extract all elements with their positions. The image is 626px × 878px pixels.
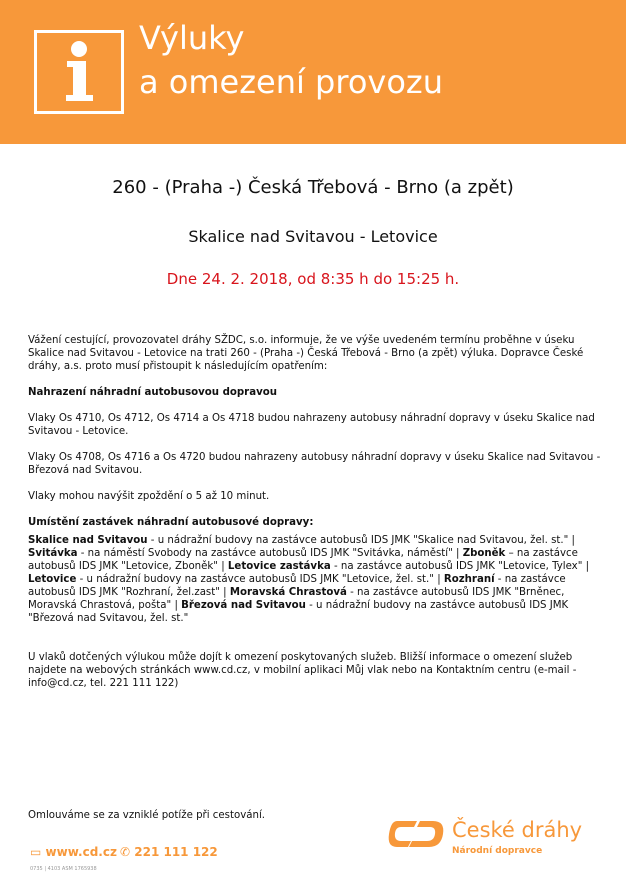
stop-desc: - u nádražní budovy na zastávce autobusů IDS JMK "Březová nad Svitavou, žel. st."	[28, 600, 569, 624]
cd-logo-icon	[387, 815, 445, 857]
stop-name: Zboněk	[462, 548, 506, 559]
footer-phone-label: 221 111 122	[134, 845, 218, 859]
stop-name: Skalice nad Svitavou	[28, 535, 148, 546]
footer-phone[interactable]	[120, 845, 218, 859]
service-notice: U vlaků dotčených výlukou může dojít k omezení poskytovaných služeb. Bližší informace o omezení služeb najdete na webových stránkách www.cd.cz, v mobilní aplikaci Můj vlak nebo na Kontaktním centru (e-mail - info@cd.cz, tel. 221 111 122)	[28, 652, 577, 689]
banner-title-line2: a omezení provozu	[139, 63, 443, 101]
banner-title-line1: Výluky	[139, 19, 245, 57]
stops-list	[28, 534, 603, 625]
section-title: Skalice nad Svitavou - Letovice	[188, 227, 438, 246]
phone-icon: ✆	[120, 845, 131, 859]
stop-name: Rozhraní	[443, 574, 495, 585]
stop-separator: |	[218, 561, 228, 572]
stop-separator: |	[433, 574, 444, 585]
stop-desc: - u nádražní budovy na zastávce autobusů IDS JMK "Skalice nad Svitavou, žel. st."	[147, 535, 569, 546]
banner-title	[139, 16, 443, 104]
stop-desc: - na zastávce autobusů IDS JMK "Rozhraní, žel.zast"	[28, 574, 566, 598]
stop-name: Svitávka	[28, 548, 78, 559]
stop-name: Moravská Chrastová	[229, 587, 347, 598]
intro-paragraph: Vážení cestující, provozovatel dráhy SŽDC, s.o. informuje, že ve výše uvedeném termínu proběhne v úseku Skalice nad Svitavou - Letovice na trati 260 - (Praha -) Česká Třebová - Brno (a zpět) výluka. Dopravce České dráhy, a.s. proto musí přistoupit k následujícím opatřením:	[28, 335, 584, 372]
notice-body	[28, 334, 603, 690]
route-title: 260 - (Praha -) Česká Třebová - Brno (a zpět)	[112, 177, 514, 198]
brand-subtitle: Národní dopravce	[452, 846, 543, 856]
replacement-paragraph-1: Vlaky Os 4710, Os 4712, Os 4714 a Os 4718 budou nahrazeny autobusy náhradní dopravy v úseku Skalice nad Svitavou - Letovice.	[28, 413, 595, 437]
header-banner	[0, 0, 626, 144]
apology-text: Omlouváme se za vzniklé potíže při cestování.	[28, 810, 266, 821]
stops-heading: Umístění zastávek náhradní autobusové dopravy:	[28, 517, 314, 528]
stop-separator: |	[219, 587, 230, 598]
footer-website[interactable]	[30, 845, 117, 859]
stop-desc: - na náměstí Svobody na zastávce autobusů IDS JMK "Svitávka, náměstí"	[77, 548, 453, 559]
delay-paragraph: Vlaky mohou navýšit zpoždění o 5 až 10 minut.	[28, 491, 270, 502]
stop-separator: |	[171, 600, 182, 611]
stop-name: Letovice zastávka	[227, 561, 331, 572]
stop-desc: - u nádražní budovy na zastávce autobusů IDS JMK "Letovice, žel. st."	[76, 574, 434, 585]
stop-name: Letovice	[28, 574, 77, 585]
stop-separator: |	[452, 548, 463, 559]
replacement-paragraph-2: Vlaky Os 4708, Os 4716 a Os 4720 budou nahrazeny autobusy náhradní dopravy v úseku Skalice nad Svitavou - Březová nad Svitavou.	[28, 452, 601, 476]
footer-code: 0735 | 4103 ASM 1765938	[30, 866, 97, 872]
replacement-heading: Nahrazení náhradní autobusovou dopravou	[28, 387, 277, 398]
stop-desc: – na zastávce autobusů IDS JMK "Letovice, Zboněk"	[28, 548, 578, 572]
stop-desc: - na zastávce autobusů IDS JMK "Letovice, Tylex"	[330, 561, 583, 572]
globe-icon: ▭	[30, 845, 42, 859]
info-icon	[34, 30, 124, 114]
stop-separator: |	[582, 561, 590, 572]
stop-desc: - na zastávce autobusů IDS JMK "Brněnec, Moravská Chrastová, pošta"	[28, 587, 565, 611]
closure-dates: Dne 24. 2. 2018, od 8:35 h do 15:25 h.	[166, 270, 460, 288]
brand-name: České dráhy	[452, 818, 583, 842]
footer-website-label: www.cd.cz	[45, 845, 117, 859]
stop-separator: |	[568, 535, 575, 546]
stop-name: Březová nad Svitavou	[181, 600, 306, 611]
